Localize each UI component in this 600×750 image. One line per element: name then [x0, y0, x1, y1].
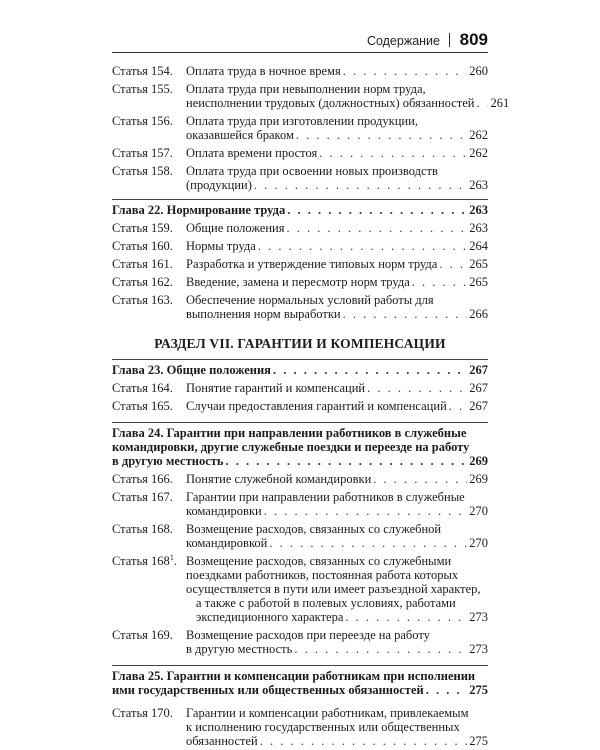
toc-chapter-23[interactable]: Глава 23. Общие положения . . . 267 — [112, 359, 488, 377]
page-number: 809 — [459, 30, 488, 49]
toc-chapter-24[interactable]: Глава 24. Гарантии при направлении работников в служебные командировки, другие служебные поездки и переезде на работу в другую местность . . . 269 — [112, 422, 488, 468]
toc-page: 267 — [469, 363, 488, 377]
toc-page: 270 — [469, 504, 488, 518]
toc-page: 260 — [469, 64, 488, 78]
toc-page: 267 — [469, 399, 488, 413]
toc-entry-article-160[interactable]: Статья 160. Нормы труда . . . 264 — [112, 239, 488, 253]
toc-entry-article-156[interactable]: Статья 156. Оплата труда при изготовлении продукции, оказавшейся браком . . . 262 — [112, 114, 488, 142]
toc-page: 275 — [469, 683, 488, 697]
toc-entry-article-161[interactable]: Статья 161. Разработка и утверждение типовых норм труда . . . 265 — [112, 257, 488, 271]
toc-entry-article-158[interactable]: Статья 158. Оплата труда при освоении новых производств (продукции) . . . 263 — [112, 164, 488, 192]
toc-page: 262 — [469, 128, 488, 142]
toc-entry-article-168-1[interactable]: Статья $168^1$. Возмещение расходов, связанных со служебными поездками работников, постоянная работа которых осуществляется в пути или имеет разъездной характер, а также с работой в полевых условиях, работами экспедиционного характера . . . 273 — [112, 554, 488, 624]
toc-page: 267 — [469, 381, 488, 395]
toc-entry-article-168[interactable]: Статья 168. Возмещение расходов, связанных со служебной командировкой . . . 270 — [112, 522, 488, 550]
page-header — [112, 28, 488, 53]
toc-page: 265 — [469, 275, 488, 289]
toc-entry-article-154[interactable]: Статья 154. Оплата труда в ночное время . . . 260 — [112, 64, 488, 78]
table-of-contents — [112, 60, 510, 748]
toc-entry-article-162[interactable]: Статья 162. Введение, замена и пересмотр норм труда . . . 265 — [112, 275, 488, 289]
toc-page: 269 — [469, 454, 488, 468]
toc-page: 273 — [469, 642, 488, 656]
running-head: Содержание — [366, 34, 440, 48]
toc-page: 263 — [469, 221, 488, 235]
toc-chapter-25[interactable]: Глава 25. Гарантии и компенсации работникам при исполнении ими государственных или общественных обязанностей . . . 275 — [112, 665, 488, 697]
toc-page: 266 — [469, 307, 488, 321]
toc-entry-article-170[interactable]: Статья 170. Гарантии и компенсации работникам, привлекаемым к исполнению государственных или общественных обязанностей . . . 275 — [112, 706, 488, 748]
toc-page: 275 — [469, 734, 488, 748]
toc-entry-article-157[interactable]: Статья 157. Оплата времени простоя . . . 262 — [112, 146, 488, 160]
toc-entry-article-155[interactable]: Статья 155. Оплата труда при невыполнении норм труда, неисполнении трудовых (должностных) обязанностей . . . 261 — [112, 82, 488, 110]
toc-page: 265 — [469, 257, 488, 271]
toc-entry-article-167[interactable]: Статья 167. Гарантии при направлении работников в служебные командировки . . . 270 — [112, 490, 488, 518]
toc-page: 270 — [469, 536, 488, 550]
toc-page: 269 — [469, 472, 488, 486]
header-divider — [449, 33, 450, 47]
toc-page: 273 — [469, 610, 488, 624]
toc-entry-article-159[interactable]: Статья 159. Общие положения . . . 263 — [112, 221, 488, 235]
toc-entry-article-166[interactable]: Статья 166. Понятие служебной командировки . . . 269 — [112, 472, 488, 486]
toc-entry-article-164[interactable]: Статья 164. Понятие гарантий и компенсаций . . . 267 — [112, 381, 488, 395]
toc-page: 262 — [469, 146, 488, 160]
toc-chapter-22[interactable]: Глава 22. Нормирование труда . . . 263 — [112, 199, 488, 217]
toc-page: 261 — [490, 96, 510, 110]
toc-entry-article-163[interactable]: Статья 163. Обеспечение нормальных условий работы для выполнения норм выработки . . . 266 — [112, 293, 488, 321]
part-heading: РАЗДЕЛ VII. ГАРАНТИИ И КОМПЕНСАЦИИ — [154, 336, 446, 351]
toc-page: 263 — [469, 203, 488, 217]
toc-page: 264 — [469, 239, 488, 253]
toc-page: 263 — [469, 178, 488, 192]
toc-entry-article-165[interactable]: Статья 165. Случаи предоставления гарантий и компенсаций . . . 267 — [112, 399, 488, 413]
toc-entry-article-169[interactable]: Статья 169. Возмещение расходов при переезде на работу в другую местность . . . 273 — [112, 628, 488, 656]
